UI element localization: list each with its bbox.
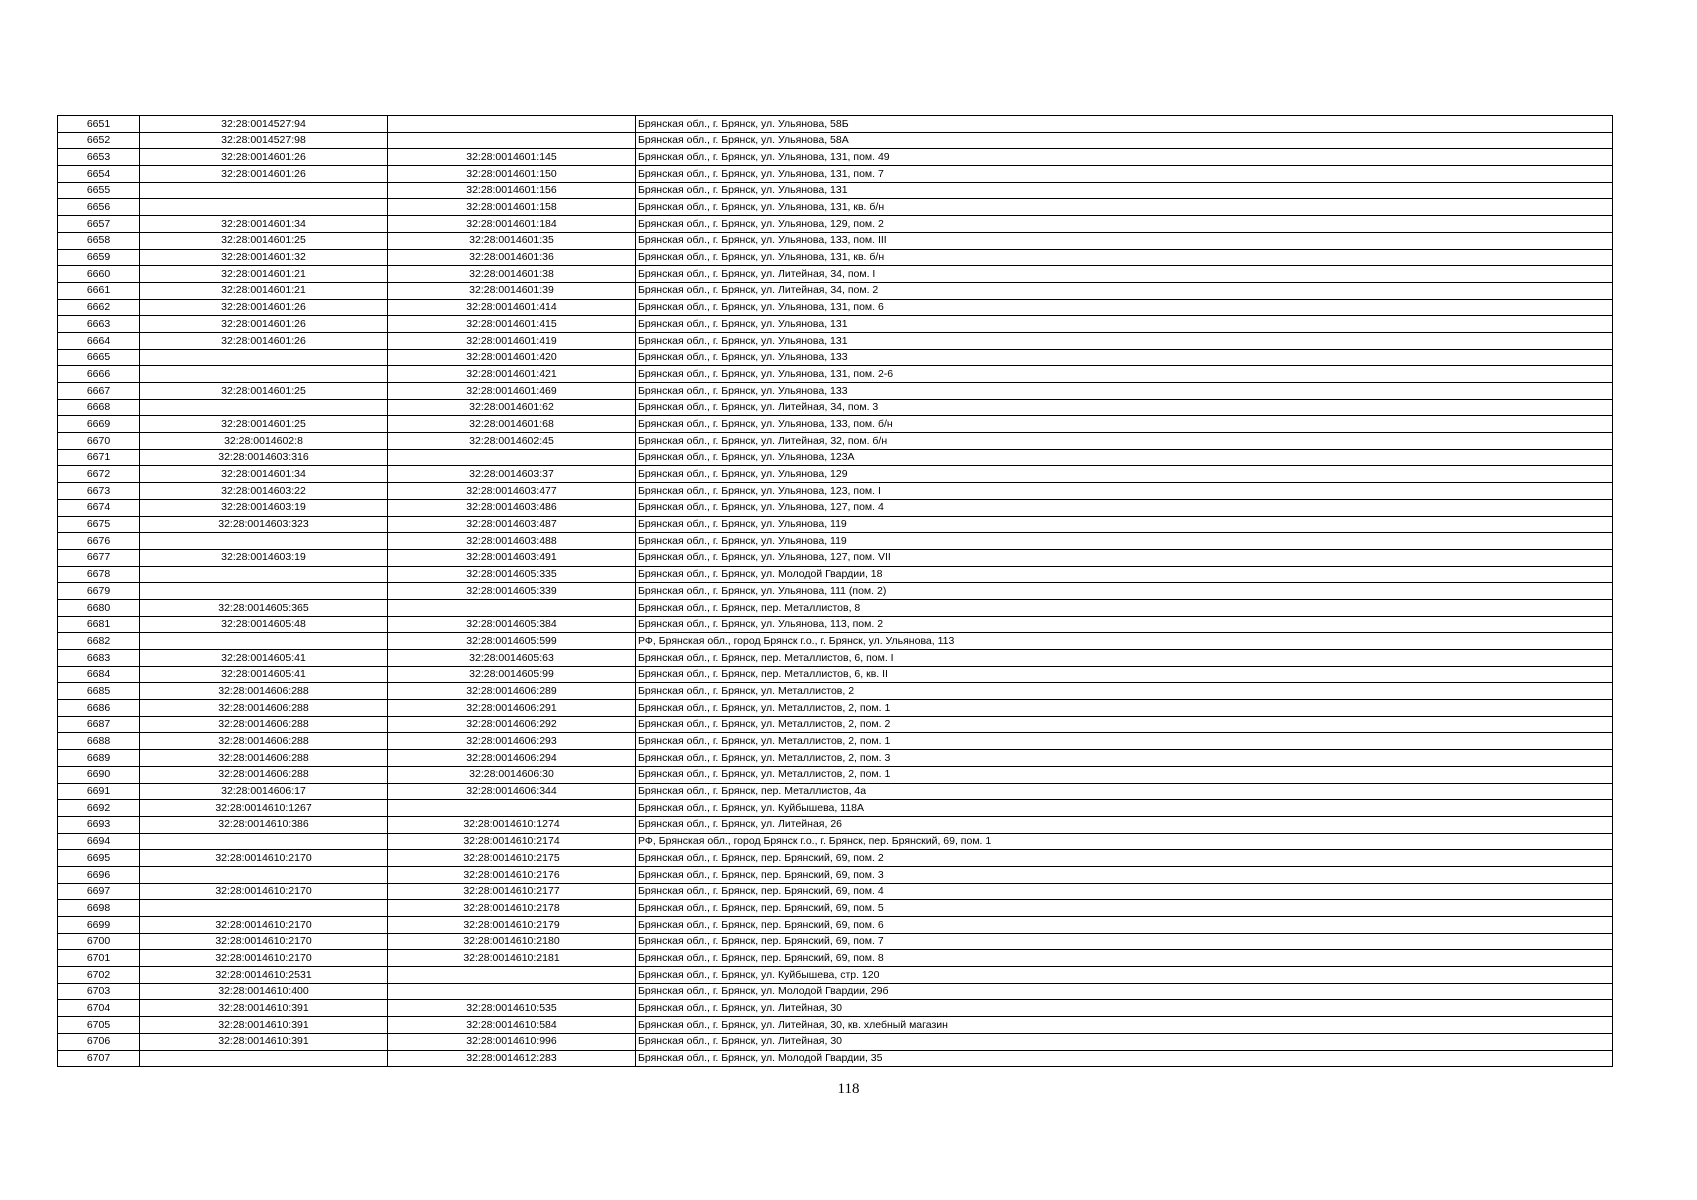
parent-cadastral-number-cell bbox=[140, 399, 388, 416]
cadastral-number-cell: 32:28:0014606:294 bbox=[388, 750, 636, 767]
row-number-cell: 6656 bbox=[58, 199, 140, 216]
parent-cadastral-number-cell: 32:28:0014606:288 bbox=[140, 733, 388, 750]
row-number-cell: 6668 bbox=[58, 399, 140, 416]
row-number-cell: 6651 bbox=[58, 116, 140, 133]
table-row bbox=[58, 900, 1613, 917]
address-cell: Брянская обл., г. Брянск, ул. Литейная, 34, пом. I bbox=[636, 266, 1613, 283]
address-cell: Брянская обл., г. Брянск, ул. Ульянова, 127, пом. VII bbox=[636, 549, 1613, 566]
cadastral-number-cell: 32:28:0014605:384 bbox=[388, 616, 636, 633]
cadastral-number-cell: 32:28:0014606:30 bbox=[388, 766, 636, 783]
cadastral-number-cell: 32:28:0014610:996 bbox=[388, 1033, 636, 1050]
parent-cadastral-number-cell bbox=[140, 833, 388, 850]
row-number-cell: 6660 bbox=[58, 266, 140, 283]
parent-cadastral-number-cell bbox=[140, 199, 388, 216]
table-row bbox=[58, 399, 1613, 416]
cadastral-number-cell bbox=[388, 116, 636, 133]
row-number-cell: 6692 bbox=[58, 800, 140, 817]
parent-cadastral-number-cell: 32:28:0014606:288 bbox=[140, 750, 388, 767]
address-cell: Брянская обл., г. Брянск, пер. Брянский, 69, пом. 3 bbox=[636, 866, 1613, 883]
parent-cadastral-number-cell: 32:28:0014610:2531 bbox=[140, 967, 388, 984]
address-cell: Брянская обл., г. Брянск, ул. Ульянова, 131, пом. 49 bbox=[636, 149, 1613, 166]
address-cell: Брянская обл., г. Брянск, ул. Ульянова, 111 (пом. 2) bbox=[636, 583, 1613, 600]
cadastral-number-cell: 32:28:0014610:2178 bbox=[388, 900, 636, 917]
row-number-cell: 6669 bbox=[58, 416, 140, 433]
table-row bbox=[58, 332, 1613, 349]
parent-cadastral-number-cell: 32:28:0014603:22 bbox=[140, 483, 388, 500]
address-cell: Брянская обл., г. Брянск, ул. Ульянова, 131, пом. 6 bbox=[636, 299, 1613, 316]
row-number-cell: 6654 bbox=[58, 166, 140, 183]
parent-cadastral-number-cell: 32:28:0014601:25 bbox=[140, 232, 388, 249]
parent-cadastral-number-cell: 32:28:0014610:400 bbox=[140, 983, 388, 1000]
table-row bbox=[58, 950, 1613, 967]
table-row bbox=[58, 266, 1613, 283]
cadastral-number-cell: 32:28:0014605:335 bbox=[388, 566, 636, 583]
parent-cadastral-number-cell: 32:28:0014606:288 bbox=[140, 716, 388, 733]
cadastral-number-cell: 32:28:0014610:2179 bbox=[388, 917, 636, 934]
parent-cadastral-number-cell: 32:28:0014602:8 bbox=[140, 433, 388, 450]
address-cell: Брянская обл., г. Брянск, ул. Литейная, 32, пом. б/н bbox=[636, 433, 1613, 450]
cadastral-number-cell bbox=[388, 449, 636, 466]
address-cell: Брянская обл., г. Брянск, ул. Литейная, 34, пом. 3 bbox=[636, 399, 1613, 416]
table-row bbox=[58, 583, 1613, 600]
table-row bbox=[58, 249, 1613, 266]
table-row bbox=[58, 299, 1613, 316]
table-row bbox=[58, 199, 1613, 216]
cadastral-number-cell: 32:28:0014601:184 bbox=[388, 216, 636, 233]
parent-cadastral-number-cell: 32:28:0014610:391 bbox=[140, 1033, 388, 1050]
row-number-cell: 6670 bbox=[58, 433, 140, 450]
address-cell: Брянская обл., г. Брянск, пер. Брянский, 69, пом. 6 bbox=[636, 917, 1613, 934]
address-cell: Брянская обл., г. Брянск, ул. Литейная, 30, кв. хлебный магазин bbox=[636, 1017, 1613, 1034]
cadastral-number-cell: 32:28:0014610:535 bbox=[388, 1000, 636, 1017]
cadastral-number-cell: 32:28:0014601:39 bbox=[388, 282, 636, 299]
cadastral-number-cell: 32:28:0014610:2175 bbox=[388, 850, 636, 867]
cadastral-number-cell: 32:28:0014606:289 bbox=[388, 683, 636, 700]
address-cell: Брянская обл., г. Брянск, ул. Ульянова, 131, кв. б/н bbox=[636, 249, 1613, 266]
cadastral-number-cell: 32:28:0014601:145 bbox=[388, 149, 636, 166]
cadastral-number-cell: 32:28:0014606:293 bbox=[388, 733, 636, 750]
address-cell: Брянская обл., г. Брянск, пер. Металлистов, 6, пом. I bbox=[636, 650, 1613, 667]
row-number-cell: 6653 bbox=[58, 149, 140, 166]
table-row bbox=[58, 166, 1613, 183]
cadastral-number-cell: 32:28:0014601:150 bbox=[388, 166, 636, 183]
cadastral-number-cell: 32:28:0014610:2181 bbox=[388, 950, 636, 967]
cadastral-number-cell bbox=[388, 983, 636, 1000]
row-number-cell: 6663 bbox=[58, 316, 140, 333]
table-row bbox=[58, 149, 1613, 166]
row-number-cell: 6703 bbox=[58, 983, 140, 1000]
cadastral-number-cell: 32:28:0014601:62 bbox=[388, 399, 636, 416]
address-cell: Брянская обл., г. Брянск, ул. Ульянова, 131, кв. б/н bbox=[636, 199, 1613, 216]
row-number-cell: 6690 bbox=[58, 766, 140, 783]
parent-cadastral-number-cell: 32:28:0014605:365 bbox=[140, 599, 388, 616]
row-number-cell: 6697 bbox=[58, 883, 140, 900]
cadastral-number-cell: 32:28:0014610:2176 bbox=[388, 866, 636, 883]
cadastral-number-cell: 32:28:0014603:487 bbox=[388, 516, 636, 533]
cadastral-number-cell: 32:28:0014601:35 bbox=[388, 232, 636, 249]
address-cell: Брянская обл., г. Брянск, пер. Металлистов, 6, кв. II bbox=[636, 666, 1613, 683]
parent-cadastral-number-cell: 32:28:0014601:26 bbox=[140, 166, 388, 183]
cadastral-number-cell: 32:28:0014601:38 bbox=[388, 266, 636, 283]
parent-cadastral-number-cell: 32:28:0014610:1267 bbox=[140, 800, 388, 817]
table-row bbox=[58, 716, 1613, 733]
parent-cadastral-number-cell bbox=[140, 1050, 388, 1067]
cadastral-number-cell: 32:28:0014601:158 bbox=[388, 199, 636, 216]
row-number-cell: 6684 bbox=[58, 666, 140, 683]
address-cell: Брянская обл., г. Брянск, ул. Ульянова, 131, пом. 7 bbox=[636, 166, 1613, 183]
address-cell: Брянская обл., г. Брянск, ул. Ульянова, 131 bbox=[636, 332, 1613, 349]
table-row bbox=[58, 917, 1613, 934]
address-cell: Брянская обл., г. Брянск, пер. Металлистов, 4а bbox=[636, 783, 1613, 800]
address-cell: Брянская обл., г. Брянск, ул. Ульянова, 119 bbox=[636, 533, 1613, 550]
parent-cadastral-number-cell bbox=[140, 533, 388, 550]
cadastral-number-cell: 32:28:0014605:339 bbox=[388, 583, 636, 600]
table-row bbox=[58, 833, 1613, 850]
address-cell: Брянская обл., г. Брянск, пер. Брянский, 69, пом. 8 bbox=[636, 950, 1613, 967]
cadastral-number-cell: 32:28:0014601:419 bbox=[388, 332, 636, 349]
table-row bbox=[58, 483, 1613, 500]
cadastral-number-cell: 32:28:0014610:2180 bbox=[388, 933, 636, 950]
parent-cadastral-number-cell bbox=[140, 866, 388, 883]
row-number-cell: 6677 bbox=[58, 549, 140, 566]
table-row bbox=[58, 366, 1613, 383]
table-row bbox=[58, 967, 1613, 984]
cadastral-number-cell: 32:28:0014606:344 bbox=[388, 783, 636, 800]
row-number-cell: 6699 bbox=[58, 917, 140, 934]
address-cell: Брянская обл., г. Брянск, ул. Ульянова, 133 bbox=[636, 349, 1613, 366]
address-cell: Брянская обл., г. Брянск, ул. Ульянова, 119 bbox=[636, 516, 1613, 533]
address-cell: Брянская обл., г. Брянск, ул. Ульянова, 129 bbox=[636, 466, 1613, 483]
parent-cadastral-number-cell: 32:28:0014601:26 bbox=[140, 332, 388, 349]
cadastral-number-cell: 32:28:0014610:1274 bbox=[388, 816, 636, 833]
parent-cadastral-number-cell bbox=[140, 566, 388, 583]
row-number-cell: 6683 bbox=[58, 650, 140, 667]
parent-cadastral-number-cell: 32:28:0014601:34 bbox=[140, 466, 388, 483]
table-row bbox=[58, 116, 1613, 133]
parent-cadastral-number-cell: 32:28:0014606:288 bbox=[140, 766, 388, 783]
table-row bbox=[58, 549, 1613, 566]
table-row bbox=[58, 132, 1613, 149]
address-cell: Брянская обл., г. Брянск, ул. Металлистов, 2, пом. 3 bbox=[636, 750, 1613, 767]
table-row bbox=[58, 850, 1613, 867]
parent-cadastral-number-cell bbox=[140, 583, 388, 600]
address-cell: РФ, Брянская обл., город Брянск г.о., г. Брянск, пер. Брянский, 69, пом. 1 bbox=[636, 833, 1613, 850]
table-row bbox=[58, 282, 1613, 299]
row-number-cell: 6706 bbox=[58, 1033, 140, 1050]
table-row bbox=[58, 416, 1613, 433]
parent-cadastral-number-cell: 32:28:0014527:94 bbox=[140, 116, 388, 133]
table-row bbox=[58, 800, 1613, 817]
table-row bbox=[58, 983, 1613, 1000]
parent-cadastral-number-cell bbox=[140, 366, 388, 383]
row-number-cell: 6658 bbox=[58, 232, 140, 249]
table-row bbox=[58, 232, 1613, 249]
row-number-cell: 6691 bbox=[58, 783, 140, 800]
row-number-cell: 6659 bbox=[58, 249, 140, 266]
address-cell: Брянская обл., г. Брянск, ул. Металлистов, 2, пом. 1 bbox=[636, 700, 1613, 717]
address-cell: Брянская обл., г. Брянск, ул. Металлистов, 2, пом. 1 bbox=[636, 766, 1613, 783]
cadastral-number-cell: 32:28:0014602:45 bbox=[388, 433, 636, 450]
parent-cadastral-number-cell: 32:28:0014606:288 bbox=[140, 700, 388, 717]
parent-cadastral-number-cell: 32:28:0014603:19 bbox=[140, 549, 388, 566]
table-row bbox=[58, 633, 1613, 650]
row-number-cell: 6680 bbox=[58, 599, 140, 616]
address-cell: Брянская обл., г. Брянск, ул. Ульянова, 131 bbox=[636, 316, 1613, 333]
address-cell: Брянская обл., г. Брянск, ул. Ульянова, 123А bbox=[636, 449, 1613, 466]
table-row bbox=[58, 616, 1613, 633]
cadastral-number-cell: 32:28:0014610:584 bbox=[388, 1017, 636, 1034]
address-cell: Брянская обл., г. Брянск, ул. Молодой Гвардии, 29б bbox=[636, 983, 1613, 1000]
address-cell: Брянская обл., г. Брянск, ул. Металлистов, 2 bbox=[636, 683, 1613, 700]
row-number-cell: 6664 bbox=[58, 332, 140, 349]
parent-cadastral-number-cell bbox=[140, 182, 388, 199]
address-cell: Брянская обл., г. Брянск, ул. Ульянова, 113, пом. 2 bbox=[636, 616, 1613, 633]
table-row bbox=[58, 933, 1613, 950]
cadastral-number-cell: 32:28:0014603:486 bbox=[388, 499, 636, 516]
table-row bbox=[58, 1017, 1613, 1034]
row-number-cell: 6688 bbox=[58, 733, 140, 750]
cadastral-number-cell: 32:28:0014605:63 bbox=[388, 650, 636, 667]
parent-cadastral-number-cell: 32:28:0014610:2170 bbox=[140, 850, 388, 867]
cadastral-number-cell: 32:28:0014603:477 bbox=[388, 483, 636, 500]
table-row bbox=[58, 666, 1613, 683]
row-number-cell: 6657 bbox=[58, 216, 140, 233]
address-cell: Брянская обл., г. Брянск, ул. Куйбышева, 118А bbox=[636, 800, 1613, 817]
parent-cadastral-number-cell: 32:28:0014601:34 bbox=[140, 216, 388, 233]
address-cell: Брянская обл., г. Брянск, ул. Ульянова, 131 bbox=[636, 182, 1613, 199]
address-cell: Брянская обл., г. Брянск, ул. Молодой Гвардии, 18 bbox=[636, 566, 1613, 583]
address-cell: Брянская обл., г. Брянск, ул. Литейная, 30 bbox=[636, 1000, 1613, 1017]
table-row bbox=[58, 466, 1613, 483]
row-number-cell: 6698 bbox=[58, 900, 140, 917]
table-row bbox=[58, 816, 1613, 833]
address-cell: Брянская обл., г. Брянск, ул. Ульянова, 58А bbox=[636, 132, 1613, 149]
row-number-cell: 6694 bbox=[58, 833, 140, 850]
parent-cadastral-number-cell: 32:28:0014610:2170 bbox=[140, 950, 388, 967]
cadastral-number-cell: 32:28:0014601:420 bbox=[388, 349, 636, 366]
table-row bbox=[58, 566, 1613, 583]
table-row bbox=[58, 316, 1613, 333]
table-row bbox=[58, 883, 1613, 900]
cadastral-number-cell bbox=[388, 132, 636, 149]
parent-cadastral-number-cell: 32:28:0014601:26 bbox=[140, 316, 388, 333]
table-row bbox=[58, 700, 1613, 717]
address-cell: Брянская обл., г. Брянск, ул. Ульянова, 123, пом. I bbox=[636, 483, 1613, 500]
table-row bbox=[58, 499, 1613, 516]
cadastral-number-cell bbox=[388, 599, 636, 616]
cadastral-number-cell bbox=[388, 800, 636, 817]
address-cell: Брянская обл., г. Брянск, пер. Брянский, 69, пом. 2 bbox=[636, 850, 1613, 867]
parent-cadastral-number-cell: 32:28:0014610:2170 bbox=[140, 917, 388, 934]
cadastral-number-cell: 32:28:0014603:37 bbox=[388, 466, 636, 483]
address-cell: Брянская обл., г. Брянск, ул. Литейная, 26 bbox=[636, 816, 1613, 833]
address-cell: Брянская обл., г. Брянск, ул. Ульянова, 133, пом. III bbox=[636, 232, 1613, 249]
table-row bbox=[58, 766, 1613, 783]
address-cell: Брянская обл., г. Брянск, пер. Брянский, 69, пом. 7 bbox=[636, 933, 1613, 950]
row-number-cell: 6689 bbox=[58, 750, 140, 767]
row-number-cell: 6674 bbox=[58, 499, 140, 516]
table-row bbox=[58, 599, 1613, 616]
cadastral-number-cell: 32:28:0014603:488 bbox=[388, 533, 636, 550]
table-row bbox=[58, 216, 1613, 233]
address-cell: Брянская обл., г. Брянск, ул. Молодой Гвардии, 35 bbox=[636, 1050, 1613, 1067]
cadastral-number-cell bbox=[388, 967, 636, 984]
parent-cadastral-number-cell: 32:28:0014603:316 bbox=[140, 449, 388, 466]
parent-cadastral-number-cell: 32:28:0014610:2170 bbox=[140, 883, 388, 900]
row-number-cell: 6707 bbox=[58, 1050, 140, 1067]
cadastral-number-cell: 32:28:0014610:2177 bbox=[388, 883, 636, 900]
row-number-cell: 6693 bbox=[58, 816, 140, 833]
parent-cadastral-number-cell: 32:28:0014605:48 bbox=[140, 616, 388, 633]
address-cell: Брянская обл., г. Брянск, ул. Ульянова, 133, пом. б/н bbox=[636, 416, 1613, 433]
table-row bbox=[58, 1033, 1613, 1050]
page-number: 118 bbox=[837, 1081, 860, 1097]
address-cell: РФ, Брянская обл., город Брянск г.о., г. Брянск, ул. Ульянова, 113 bbox=[636, 633, 1613, 650]
cadastral-number-cell: 32:28:0014603:491 bbox=[388, 549, 636, 566]
row-number-cell: 6685 bbox=[58, 683, 140, 700]
parent-cadastral-number-cell: 32:28:0014610:386 bbox=[140, 816, 388, 833]
table-row bbox=[58, 650, 1613, 667]
row-number-cell: 6666 bbox=[58, 366, 140, 383]
cadastral-number-cell: 32:28:0014612:283 bbox=[388, 1050, 636, 1067]
row-number-cell: 6702 bbox=[58, 967, 140, 984]
parent-cadastral-number-cell: 32:28:0014610:391 bbox=[140, 1017, 388, 1034]
parent-cadastral-number-cell: 32:28:0014601:32 bbox=[140, 249, 388, 266]
row-number-cell: 6655 bbox=[58, 182, 140, 199]
cadastral-number-cell: 32:28:0014605:599 bbox=[388, 633, 636, 650]
row-number-cell: 6681 bbox=[58, 616, 140, 633]
cadastral-number-cell: 32:28:0014610:2174 bbox=[388, 833, 636, 850]
table-row bbox=[58, 866, 1613, 883]
row-number-cell: 6695 bbox=[58, 850, 140, 867]
table-row bbox=[58, 516, 1613, 533]
table-row bbox=[58, 733, 1613, 750]
row-number-cell: 6687 bbox=[58, 716, 140, 733]
row-number-cell: 6701 bbox=[58, 950, 140, 967]
table-row bbox=[58, 349, 1613, 366]
parent-cadastral-number-cell: 32:28:0014527:98 bbox=[140, 132, 388, 149]
row-number-cell: 6675 bbox=[58, 516, 140, 533]
cadastral-number-cell: 32:28:0014601:68 bbox=[388, 416, 636, 433]
parent-cadastral-number-cell: 32:28:0014601:21 bbox=[140, 266, 388, 283]
row-number-cell: 6679 bbox=[58, 583, 140, 600]
cadastral-number-cell: 32:28:0014601:469 bbox=[388, 383, 636, 400]
row-number-cell: 6678 bbox=[58, 566, 140, 583]
parent-cadastral-number-cell bbox=[140, 900, 388, 917]
parent-cadastral-number-cell: 32:28:0014610:391 bbox=[140, 1000, 388, 1017]
parent-cadastral-number-cell bbox=[140, 349, 388, 366]
parent-cadastral-number-cell: 32:28:0014605:41 bbox=[140, 650, 388, 667]
address-cell: Брянская обл., г. Брянск, ул. Литейная, 30 bbox=[636, 1033, 1613, 1050]
parent-cadastral-number-cell: 32:28:0014601:25 bbox=[140, 416, 388, 433]
row-number-cell: 6673 bbox=[58, 483, 140, 500]
cadastral-number-cell: 32:28:0014601:36 bbox=[388, 249, 636, 266]
table-row bbox=[58, 433, 1613, 450]
address-cell: Брянская обл., г. Брянск, ул. Ульянова, 58Б bbox=[636, 116, 1613, 133]
table-row bbox=[58, 182, 1613, 199]
cadastral-number-cell: 32:28:0014601:415 bbox=[388, 316, 636, 333]
row-number-cell: 6672 bbox=[58, 466, 140, 483]
parent-cadastral-number-cell: 32:28:0014601:26 bbox=[140, 299, 388, 316]
cadastral-number-cell: 32:28:0014601:421 bbox=[388, 366, 636, 383]
parent-cadastral-number-cell: 32:28:0014603:323 bbox=[140, 516, 388, 533]
row-number-cell: 6676 bbox=[58, 533, 140, 550]
parent-cadastral-number-cell: 32:28:0014601:25 bbox=[140, 383, 388, 400]
table-row bbox=[58, 1000, 1613, 1017]
row-number-cell: 6682 bbox=[58, 633, 140, 650]
row-number-cell: 6696 bbox=[58, 866, 140, 883]
table-row bbox=[58, 750, 1613, 767]
parent-cadastral-number-cell: 32:28:0014603:19 bbox=[140, 499, 388, 516]
row-number-cell: 6665 bbox=[58, 349, 140, 366]
address-cell: Брянская обл., г. Брянск, ул. Металлистов, 2, пом. 2 bbox=[636, 716, 1613, 733]
registry-table-body bbox=[58, 116, 1613, 1067]
address-cell: Брянская обл., г. Брянск, ул. Металлистов, 2, пом. 1 bbox=[636, 733, 1613, 750]
table-row bbox=[58, 1050, 1613, 1067]
cadastral-number-cell: 32:28:0014601:156 bbox=[388, 182, 636, 199]
address-cell: Брянская обл., г. Брянск, ул. Литейная, 34, пом. 2 bbox=[636, 282, 1613, 299]
cadastral-number-cell: 32:28:0014601:414 bbox=[388, 299, 636, 316]
address-cell: Брянская обл., г. Брянск, ул. Ульянова, 131, пом. 2-6 bbox=[636, 366, 1613, 383]
cadastral-number-cell: 32:28:0014606:292 bbox=[388, 716, 636, 733]
row-number-cell: 6662 bbox=[58, 299, 140, 316]
table-row bbox=[58, 683, 1613, 700]
parent-cadastral-number-cell: 32:28:0014601:26 bbox=[140, 149, 388, 166]
parent-cadastral-number-cell bbox=[140, 633, 388, 650]
table-row bbox=[58, 783, 1613, 800]
table-row bbox=[58, 533, 1613, 550]
table-row bbox=[58, 449, 1613, 466]
parent-cadastral-number-cell: 32:28:0014605:41 bbox=[140, 666, 388, 683]
parent-cadastral-number-cell: 32:28:0014610:2170 bbox=[140, 933, 388, 950]
table-row bbox=[58, 383, 1613, 400]
address-cell: Брянская обл., г. Брянск, пер. Металлистов, 8 bbox=[636, 599, 1613, 616]
address-cell: Брянская обл., г. Брянск, ул. Ульянова, 127, пом. 4 bbox=[636, 499, 1613, 516]
registry-table bbox=[57, 115, 1613, 1067]
row-number-cell: 6667 bbox=[58, 383, 140, 400]
row-number-cell: 6700 bbox=[58, 933, 140, 950]
cadastral-number-cell: 32:28:0014605:99 bbox=[388, 666, 636, 683]
address-cell: Брянская обл., г. Брянск, ул. Куйбышева, стр. 120 bbox=[636, 967, 1613, 984]
row-number-cell: 6671 bbox=[58, 449, 140, 466]
parent-cadastral-number-cell: 32:28:0014601:21 bbox=[140, 282, 388, 299]
address-cell: Брянская обл., г. Брянск, пер. Брянский, 69, пом. 4 bbox=[636, 883, 1613, 900]
address-cell: Брянская обл., г. Брянск, ул. Ульянова, 133 bbox=[636, 383, 1613, 400]
parent-cadastral-number-cell: 32:28:0014606:17 bbox=[140, 783, 388, 800]
row-number-cell: 6704 bbox=[58, 1000, 140, 1017]
row-number-cell: 6661 bbox=[58, 282, 140, 299]
address-cell: Брянская обл., г. Брянск, пер. Брянский, 69, пом. 5 bbox=[636, 900, 1613, 917]
address-cell: Брянская обл., г. Брянск, ул. Ульянова, 129, пом. 2 bbox=[636, 216, 1613, 233]
row-number-cell: 6652 bbox=[58, 132, 140, 149]
row-number-cell: 6686 bbox=[58, 700, 140, 717]
row-number-cell: 6705 bbox=[58, 1017, 140, 1034]
parent-cadastral-number-cell: 32:28:0014606:288 bbox=[140, 683, 388, 700]
cadastral-number-cell: 32:28:0014606:291 bbox=[388, 700, 636, 717]
